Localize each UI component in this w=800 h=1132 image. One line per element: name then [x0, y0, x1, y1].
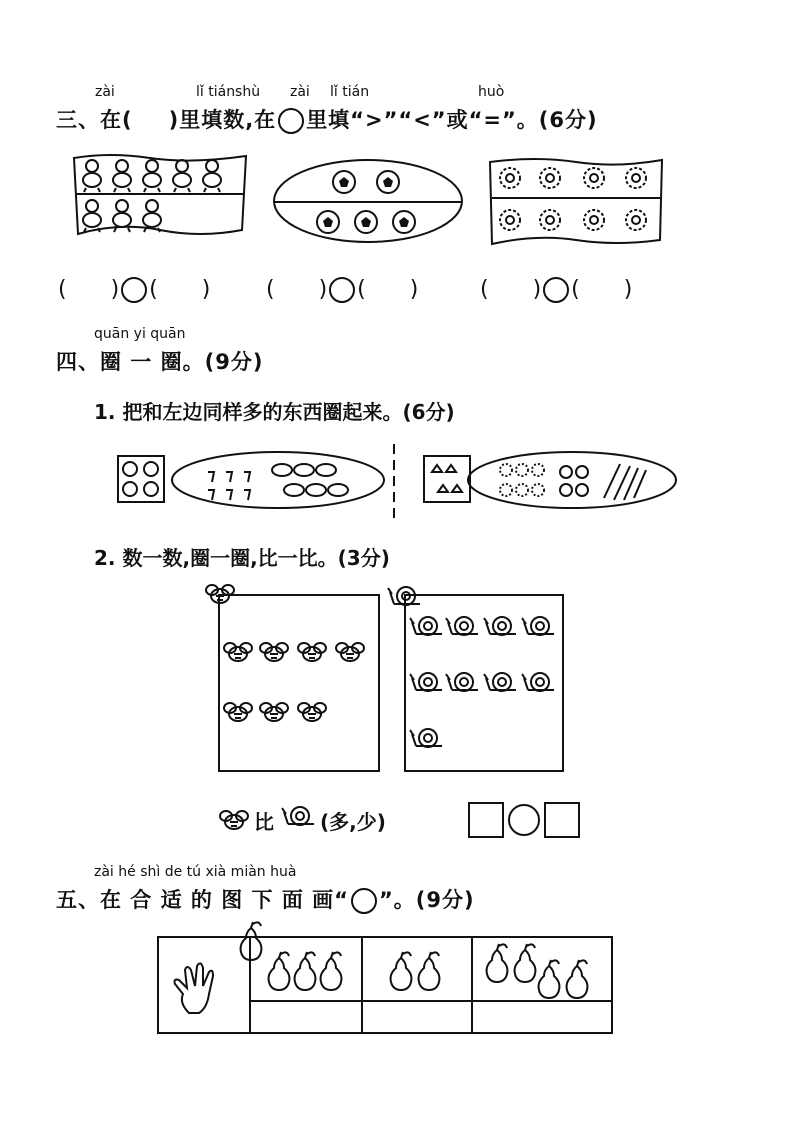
answer-blank[interactable]: ( ): [357, 277, 419, 302]
match-group-left: [118, 452, 388, 512]
answer-compare-circle[interactable]: [543, 277, 569, 303]
answer-cell-2[interactable]: [363, 1002, 471, 1030]
compare-circle-icon: [278, 108, 304, 134]
pinyin-quan-yi-quan: quān yi quān: [94, 326, 186, 342]
section-4-heading: 四、圈 一 圈。(9分): [56, 350, 264, 374]
soccer-ball-card: [272, 158, 464, 244]
section-3-heading-after: 里填“>”“<”或“=”。(6分): [306, 108, 598, 132]
hand-three-fingers-icon: [169, 958, 239, 1018]
pear-icon: [363, 942, 471, 1000]
pinyin-litianshu: lǐ tiánshù: [196, 84, 261, 100]
section-3-heading: [56, 104, 598, 134]
chick-icon: [83, 160, 221, 232]
pinyin-zai-2: zài: [290, 84, 310, 100]
answer-blank[interactable]: ( ): [58, 277, 120, 302]
answer-compare-circle[interactable]: [329, 277, 355, 303]
answer-compare-circle[interactable]: [121, 277, 147, 303]
answer-compare-circle[interactable]: [508, 804, 540, 836]
leaf-icon: [432, 465, 462, 492]
carrot-icon: [604, 464, 646, 500]
answer-blank[interactable]: ( ): [480, 277, 542, 302]
section-3-heading-prefix: 三、在(: [56, 108, 133, 132]
answer-cell-1[interactable]: [251, 1002, 361, 1030]
answer-blank[interactable]: ( ): [149, 277, 211, 302]
apple-icon: [123, 462, 158, 496]
flower-icon: [500, 464, 544, 496]
question-4-1: 1. 把和左边同样多的东西圈起来。(6分): [94, 400, 455, 424]
draw-circle-icon: [351, 888, 377, 914]
flower-card: [486, 156, 666, 246]
potato-icon: [272, 464, 348, 496]
compare-bi: 比: [254, 810, 274, 834]
pinyin-huo: huò: [478, 84, 505, 100]
answer-row-3: [480, 272, 632, 303]
answer-box-right[interactable]: [544, 802, 580, 838]
section-5-heading: [56, 884, 475, 914]
snail-icon: [280, 802, 320, 834]
tomato-icon: [560, 466, 588, 496]
answer-cell-3[interactable]: [473, 1002, 611, 1030]
section-3-heading-mid: )里填数,在: [168, 108, 277, 132]
pinyin-litian: lǐ tián: [330, 84, 370, 100]
snail-icon: [406, 596, 562, 770]
pear-table: [157, 936, 613, 1034]
section-5-heading-suffix: ”。(9分): [378, 888, 475, 912]
answer-box-left[interactable]: [468, 802, 504, 838]
pinyin-section-5: zài hé shì de tú xià miàn huà: [94, 864, 297, 880]
pinyin-zai: zài: [95, 84, 115, 100]
bee-box[interactable]: [218, 594, 380, 772]
answer-blank[interactable]: ( ): [266, 277, 328, 302]
section-5-heading-prefix: 五、在 合 适 的 图 下 面 画“: [56, 888, 349, 912]
answer-blank[interactable]: ( ): [571, 277, 633, 302]
snail-box[interactable]: [404, 594, 564, 772]
answer-row-2: [266, 272, 418, 303]
pear-icon: [251, 942, 361, 1000]
compare-choice: (多,少): [320, 810, 386, 834]
chick-card: [70, 150, 250, 240]
chick-icon: [208, 472, 250, 500]
dashed-divider: [392, 444, 396, 520]
bee-icon: [218, 804, 252, 836]
bee-icon: [220, 596, 378, 770]
match-group-right: [424, 452, 680, 512]
pear-icon: [473, 942, 609, 1000]
question-4-2: 2. 数一数,圈一圈,比一比。(3分): [94, 546, 390, 570]
answer-row-1: [58, 272, 210, 303]
